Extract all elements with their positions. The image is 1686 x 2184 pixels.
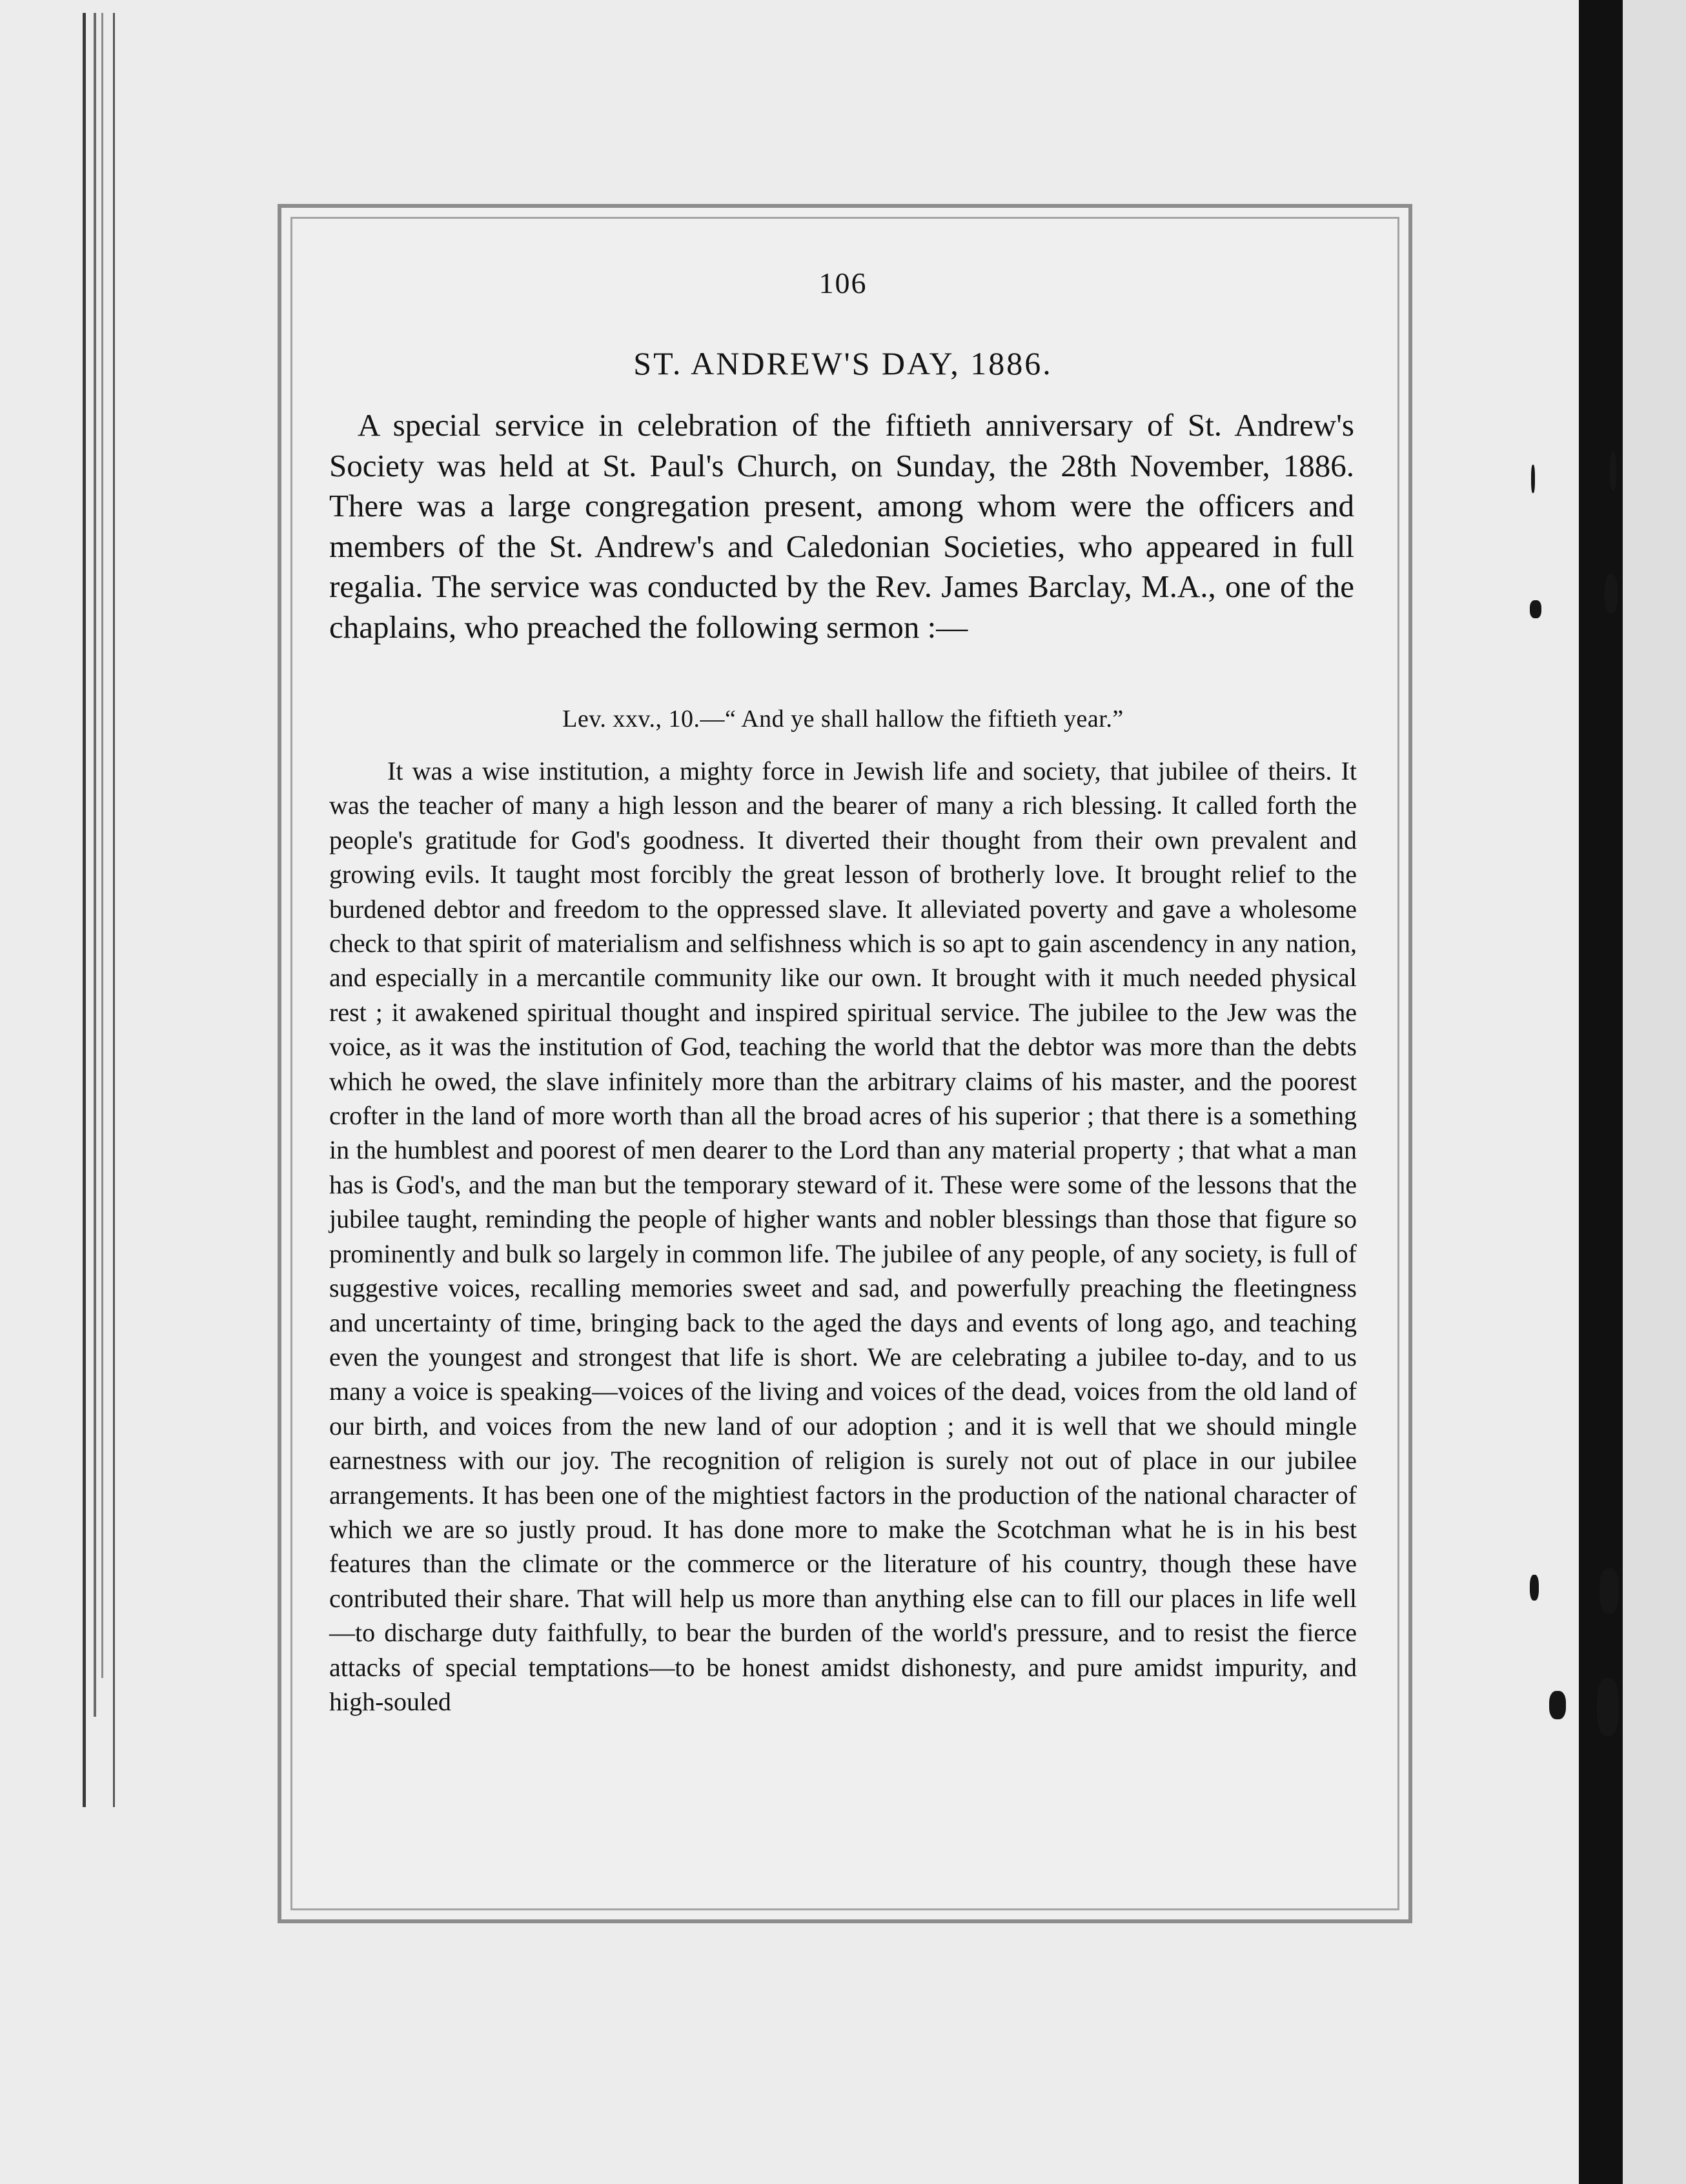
margin-mark (1531, 465, 1535, 493)
margin-mark (1549, 1691, 1566, 1719)
margin-mark (1597, 1678, 1619, 1736)
intro-paragraph: A special service in celebration of the fiftieth anniversary of St. Andrew's Society was held at St. Paul's Church, on Sunday, the 28th November, 1886. There was a large congregation present, among whom were the officers and members of the St. Andrew's and Caledonian Societies, who appeared in full regalia. The service was conducted by the Rev. James Barclay, M.A., one of the chaplains, who preached the following sermon :— (329, 407, 1354, 645)
sermon-paragraph: It was a wise institution, a mighty force in Jewish life and society, that jubilee of theirs. It was the teacher of many a high lesson and the bearer of many a rich blessing. It called forth the people's gratitude for God's goodness. It diverted their thought from their own prevalent and growing evils. It taught most forcibly the great lesson of brotherly love. It brought relief to the burdened debtor and freedom to the oppressed slave. It alleviated poverty and gave a wholesome check to that spirit of materialism and selfishness which is so apt to gain ascendency in any nation, and especially in a mercantile community like our own. It brought with it much needed physical rest ; it awakened spiritual thought and inspired spiritual service. The jubilee to the Jew was the voice, as it was the institution of God, teaching the world that the debtor was more than the debts which he owed, the slave infinitely more than the arbitrary claims of his master, and the poorest crofter in the land of more worth than all the broad acres of his superior ; that there is a something in the humblest and poorest of men dearer to the Lord than any material property ; that what a man has is God's, and the man but the temporary steward of it. These were some of the lessons that the jubilee taught, reminding the people of higher wants and nobler blessings than those that figure so prominently and bulk so largely in common life. The jubilee of any people, of any society, is full of suggestive voices, recalling memories sweet and sad, and powerfully preaching the fleetingness and uncertainty of time, bringing back to the aged the days and events of long ago, and teaching even the youngest and strongest that life is short. We are celebrating a jubilee to-day, and to us many a voice is speaking—voices of the living and voices of the dead, voices from the old land of our birth, and voices from the new land of our adoption ; and it is well that we should mingle earnestness with our joy. The recognition of religion is surely not out of place in our jubilee arrangements. It has been one of the mightiest factors in the production of the national character of which we are so justly proud. It has done more to make the Scotchman what he is in his best features than the climate or the commerce or the literature of his country, though these have contributed their share. That will help us more than anything else can to fill our places in life well—to discharge duty faithfully, to bear the burden of the world's pressure, and to resist the fierce attacks of special temptations—to be honest amidst dishonesty, and pure amidst impurity, and high-souled (329, 756, 1357, 1716)
margin-mark (1605, 574, 1618, 613)
page-title: ST. ANDREW'S DAY, 1886. (633, 345, 1053, 381)
book-spine (1579, 0, 1623, 2184)
page-number: 106 (818, 267, 868, 299)
facing-page-edge (1623, 0, 1686, 2184)
margin-mark (1530, 600, 1541, 618)
margin-mark (1530, 1575, 1539, 1601)
scripture-epigraph: Lev. xxv., 10.—“ And ye shall hallow the fiftieth year.” (562, 705, 1124, 733)
margin-mark (1600, 1568, 1619, 1613)
margin-mark (1610, 452, 1616, 490)
